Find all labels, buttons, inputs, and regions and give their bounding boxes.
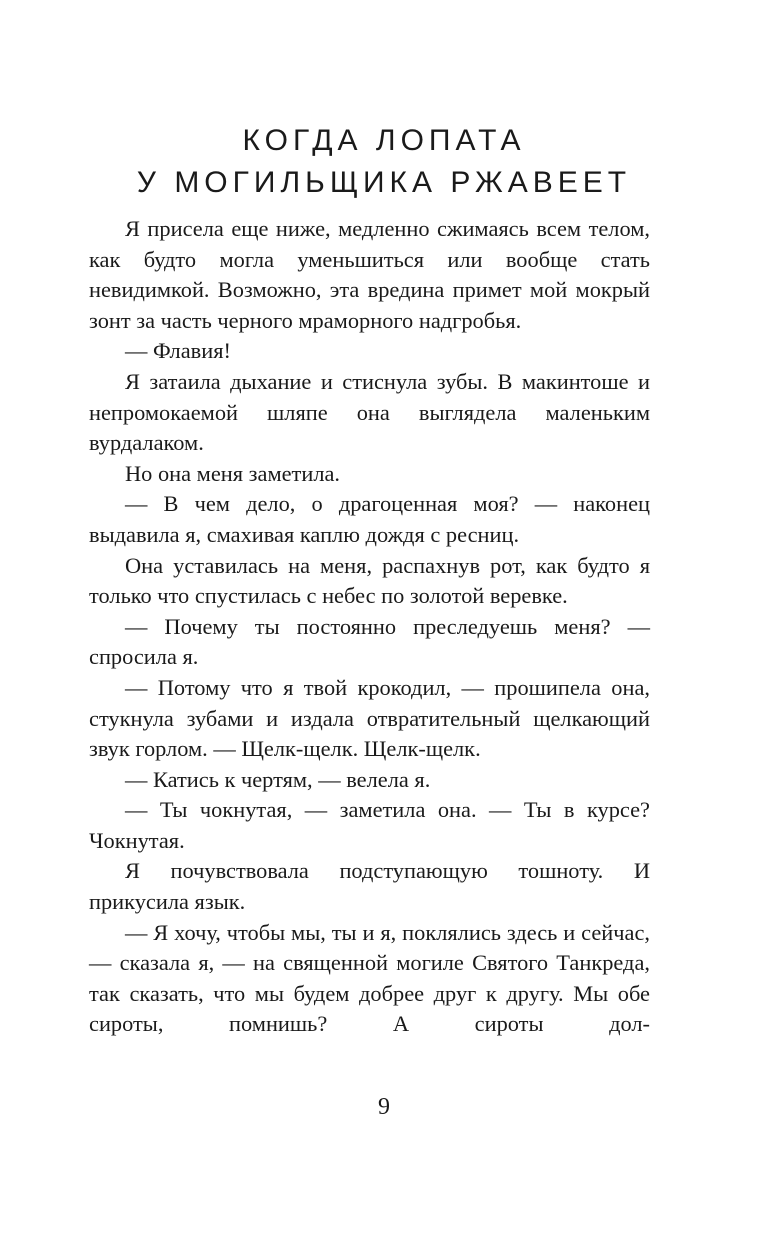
paragraph: — Потому что я твой крокодил, — прошипела она, стукнула зубами и издала отвратительный щелкающий звук горлом. — Щелк-щелк. Щелк-щелк.: [89, 674, 650, 762]
paragraph: Но она меня заметила.: [125, 460, 341, 486]
paragraph: — Катись к чертям, — велела я.: [125, 766, 431, 792]
paragraph: — Я хочу, чтобы мы, ты и я, поклялись здесь и сейчас, — сказала я, — на священной могиле Святого Танкреда, так сказать, что мы будем добрее друг к другу. Мы обе сироты, помнишь? А сироты дол-: [89, 919, 650, 1037]
paragraph: Я присела еще ниже, медленно сжимаясь всем телом, как будто могла уменьшиться или вообще стать невидимкой. Возможно, эта вредина примет мой мокрый зонт за часть черного мраморного надгробья.: [89, 216, 650, 333]
chapter-title-line-2: У МОГИЛЬЩИКА РЖАВЕЕТ: [136, 166, 632, 199]
chapter-title-line-1: КОГДА ЛОПАТА: [242, 124, 526, 157]
body-text: [89, 214, 650, 1040]
paragraph: — Флавия!: [125, 338, 231, 364]
paragraph: Я затаила дыхание и стиснула зубы. В макинтоше и непромокаемой шляпе она выглядела маленьким вурдалаком.: [89, 368, 650, 456]
paragraph: — В чем дело, о драгоценная моя? — наконец выдавила я, смахивая каплю дождя с ресниц.: [89, 491, 650, 547]
paragraph: — Ты чокнутая, — заметила она. — Ты в курсе? Чокнутая.: [89, 797, 650, 853]
paragraph: Я почувствовала подступающую тошноту. И прикусила язык.: [89, 858, 650, 915]
paragraph: — Почему ты постоянно преследуешь меня? — спросила я.: [89, 613, 650, 670]
chapter-title: [0, 120, 768, 204]
page-number: 9: [378, 1094, 390, 1120]
paragraph: Она уставилась на меня, распахнув рот, как будто я только что спустилась с небес по золотой веревке.: [89, 552, 650, 609]
